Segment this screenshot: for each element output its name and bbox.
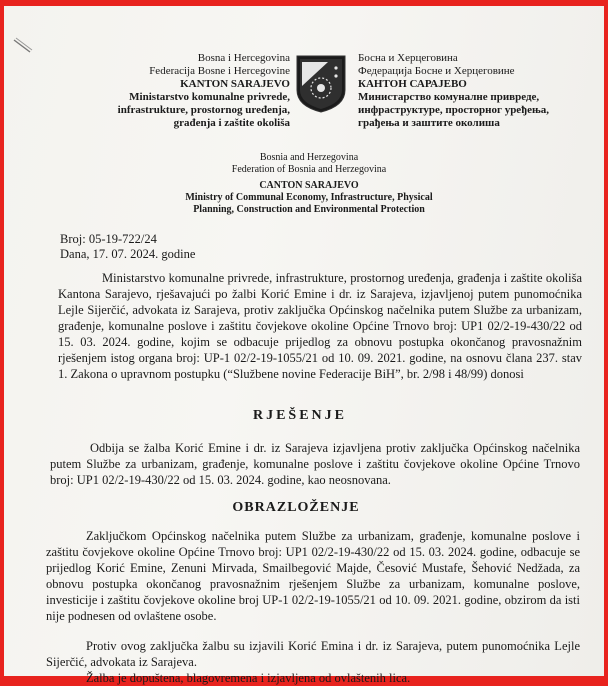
header-ministry-3: građenja i zaštite okoliša <box>173 117 290 129</box>
coat-of-arms-icon <box>294 54 348 114</box>
header-left-latin <box>98 52 290 130</box>
header-ministry-2: infrastrukture, prostornog uređenja, <box>117 104 290 116</box>
reference-number: Broj: 05-19-722/24 <box>60 232 157 246</box>
header-ministry-en-1: Ministry of Communal Economy, Infrastructure, Physical <box>185 192 433 203</box>
reasoning-paragraph-2-text: Protiv ovog zaključka žalbu su izjavili Korić Emina i dr. iz Sarajeva, putem punomoćnika Lejle Sijerčić, advokata iz Sarajeva. <box>46 639 580 669</box>
decision-paragraph: Odbija se žalba Korić Emine i dr. iz Sarajeva izjavljena protiv zaključka Općinskog načelnika putem Službe za urbanizam, građenje, komunalne poslove i zaštitu čovjekove okoline Općine Trnovo broj: UP1 02/2-19-430/22 od 15. 03. 2024. godine, kao neosnovana. <box>50 441 580 487</box>
reasoning-heading: OBRAZLOŽENJE <box>232 500 360 515</box>
header-ministry-1: Ministarstvo komunalne privrede, <box>129 91 290 103</box>
decision-heading: RJEŠENJE <box>252 408 348 423</box>
reasoning-paragraph-2 <box>46 638 580 686</box>
intro-paragraph: Ministarstvo komunalne privrede, infrastrukture, prostornog uređenja, građenja i zaštite okoliša Kantona Sarajevo, rješavajući po žalbi Korić Emine i dr. iz Sarajeva, izjavljenoj putem punomoćnika Lejle Sijerčić, advokata iz Sarajeva, protiv zaključka Općinskog načelnika putem Službe za urbanizam, građenje, komunalne poslove i zaštitu čovjekove okoline Općine Trnovo broj: UP1 02/2-19-430/22 od 15. 03. 2024. godine, kojim se odbacuje prijedlog za obnovu postupka okončanog pravosnažnim rješenjem istog organa broj: UP-1 02/2-19-1055/21 od 10. 09. 2021. godine, na osnovu člana 237. stav 1. Zakona o upravnom postupku (“Službene novine Federacije BiH”, br. 2/98 i 48/99) donosi <box>58 271 582 381</box>
header-canton-cyr: КАНТОН САРАЈЕВО <box>358 78 467 90</box>
header-ministry-cyr-1: Министарство комуналне привреде, <box>358 91 540 103</box>
reasoning-paragraph-1: Zaključkom Općinskog načelnika putem Službe za urbanizam, građenje, komunalne poslove i zaštitu čovjekove okoline Općine Trnovo broj: UP1 02/2-19-430/22 od 15. 03. 2024. godine, odbacuje se prijedlog Korić Emine, Zenuni Mirvada, Smailbegović Majde, Česović Mustafe, Šehović Nedžada, za obnovu postupka okončanog pravosnažnim rješenjem Službe za urbanizam, komunalne poslove, investicije i zaštitu čovjekove okoline broj UP-1 02/2-19-1055/21 od 10. 09. 2021. godine, obzirom da isti nije podnesen od ovlaštene osobe. <box>46 529 580 623</box>
document-meta <box>60 232 195 262</box>
header-federation-cyr: Федерација Босне и Херцеговине <box>358 65 515 77</box>
header-ministry-cyr-3: грађења и заштите околиша <box>358 117 500 129</box>
header-canton-en: CANTON SARAJEVO <box>259 180 359 191</box>
header-federation: Federacija Bosne i Hercegovine <box>149 65 290 77</box>
header-country: Bosna i Hercegovina <box>197 52 290 64</box>
header-federation-en: Federation of Bosnia and Herzegovina <box>231 164 387 175</box>
header-canton: KANTON SARAJEVO <box>180 78 290 90</box>
paperclip-icon <box>12 36 34 56</box>
header-country-cyr: Босна и Херцеговина <box>358 52 458 64</box>
reasoning-paragraph-3-text: Žalba je dopuštena, blagovremena i izjavljena od ovlaštenih lica. <box>86 671 411 685</box>
header-country-en: Bosnia and Herzegovina <box>259 152 359 163</box>
header-ministry-en-2: Planning, Construction and Environmental Protection <box>193 204 425 215</box>
header-ministry-cyr-2: инфраструктуре, просторног уређења, <box>358 104 549 116</box>
document-date: Dana, 17. 07. 2024. godine <box>60 247 196 261</box>
header-english <box>134 152 484 216</box>
document-page <box>4 6 604 685</box>
header-right-cyrillic <box>358 52 598 130</box>
